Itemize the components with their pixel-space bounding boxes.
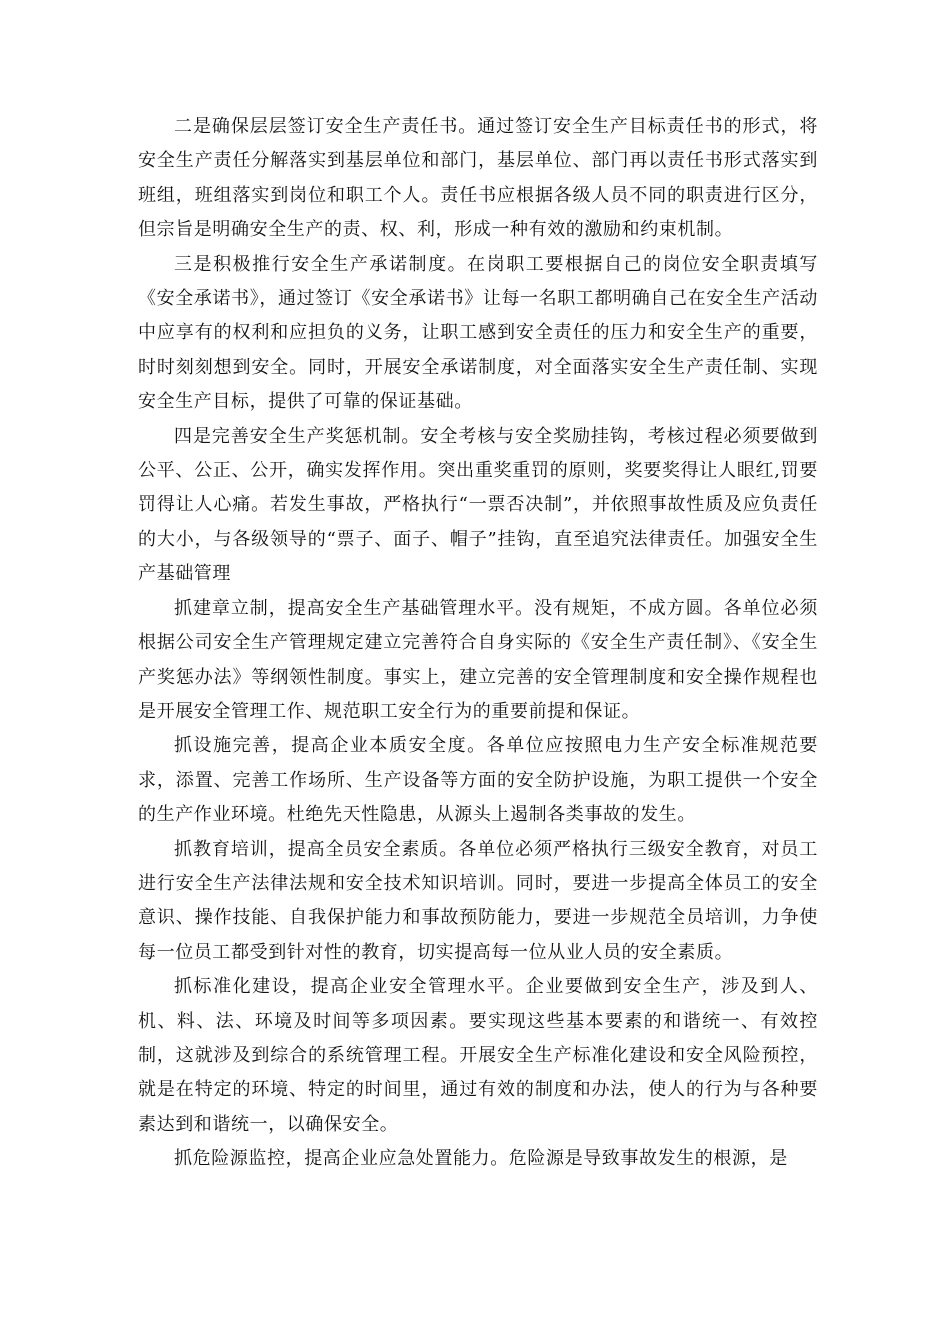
paragraph-rules-system: 抓建章立制，提高安全生产基础管理水平。没有规矩，不成方圆。各单位必须根据公司安全生产管理规定建立完善符合自身实际的《安全生产责任制》、《安全生产奖惩办法》等纲领性制度。事实上，建立完善的安全管理制度和安全操作规程也是开展安全管理工作、规范职工安全行为的重要前提和保证。 [138,597,818,722]
paragraph-hazard-monitoring: 抓危险源监控，提高企业应急处置能力。危险源是导致事故发生的根源，是 [174,1148,788,1170]
paragraph-facilities: 抓设施完善，提高企业本质安全度。各单位应按照电力生产安全标准规范要求，添置、完善工作场所、生产设备等方面的安全防护设施，为职工提供一个安全的生产作业环境。杜绝先天性隐患，从源头上遏制各类事故的发生。 [138,735,818,826]
paragraph-responsibility-letter: 二是确保层层签订安全生产责任书。通过签订安全生产目标责任书的形式，将安全生产责任分解落实到基层单位和部门，基层单位、部门再以责任书形式落实到班组，班组落实到岗位和职工个人。责任书应根据各级人员不同的职责进行区分，但宗旨是明确安全生产的责、权、利，形成一种有效的激励和约束机制。 [138,116,818,241]
paragraph-standardization: 抓标准化建设，提高企业安全管理水平。企业要做到安全生产，涉及到人、机、料、法、环境及时间等多项因素。要实现这些基本要素的和谐统一、有效控制，这就涉及到综合的系统管理工程。开展安全生产标准化建设和安全风险预控，就是在特定的环境、特定的时间里，通过有效的制度和办法，使人的行为与各种要素达到和谐统一，以确保安全。 [138,976,818,1135]
paragraph-safety-commitment: 三是积极推行安全生产承诺制度。在岗职工要根据自己的岗位安全职责填写《安全承诺书》，通过签订《安全承诺书》让每一名职工都明确自己在安全生产活动中应享有的权利和应担负的义务，让职工感到安全责任的压力和安全生产的重要，时时刻刻想到安全。同时，开展安全承诺制度，对全面落实安全生产责任制、实现安全生产目标，提供了可靠的保证基础。 [138,253,818,413]
document-body [138,110,818,1177]
paragraph-training: 抓教育培训，提高全员安全素质。各单位必须严格执行三级安全教育，对员工进行安全生产法律法规和安全技术知识培训。同时，要进一步提高全体员工的安全意识、操作技能、自我保护能力和事故预防能力，要进一步规范全员培训，力争使每一位员工都受到针对性的教育，切实提高每一位从业人员的安全素质。 [138,838,818,963]
paragraph-reward-punishment: 四是完善安全生产奖惩机制。安全考核与安全奖励挂钩，考核过程必须要做到公平、公正、公开，确实发挥作用。突出重奖重罚的原则，奖要奖得让人眼红,罚要罚得让人心痛。若发生事故，严格执行“一票否决制”，并依照事故性质及应负责任的大小，与各级领导的“票子、面子、帽子”挂钩，直至追究法律责任。加强安全生产基础管理 [138,425,818,585]
